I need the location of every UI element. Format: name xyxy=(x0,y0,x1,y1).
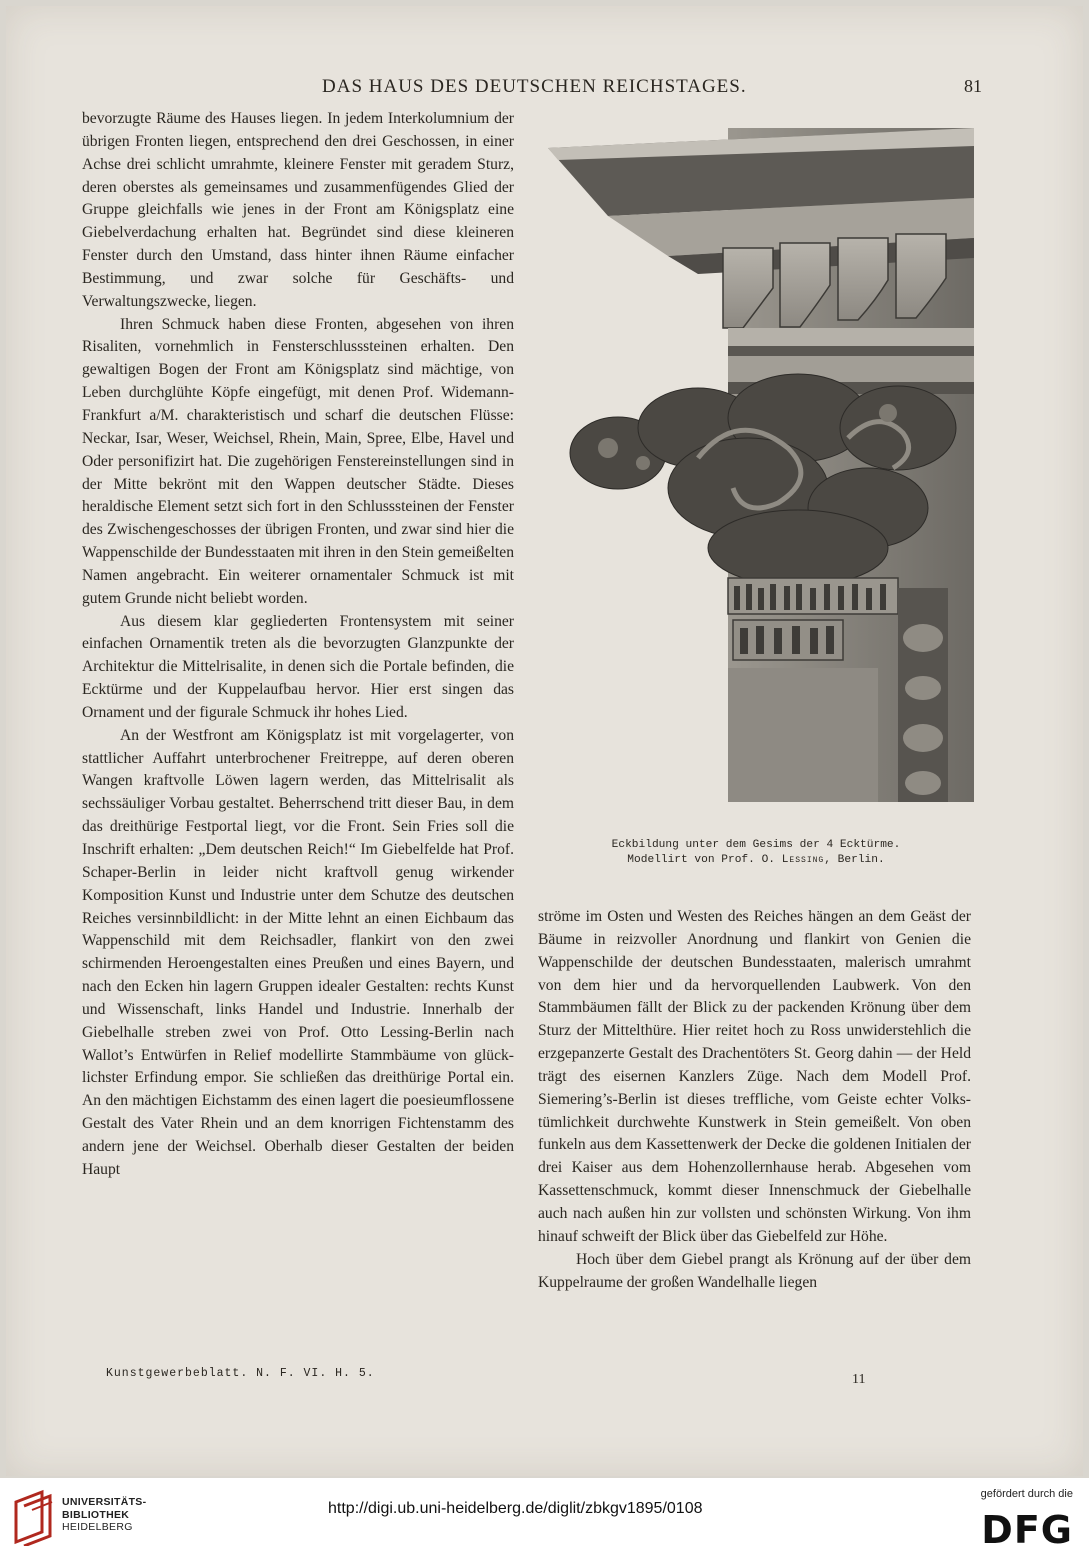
paragraph: ströme im Osten und Westen des Reiches hängen an dem Geäst der Bäume in reizvoller Anordnung und flankirt von Genien die Wappenschilde der deutschen Bundesstaaten, malerisch umrahmt von dem hier und da hervorquellenden Laubwerk. Von den Stammbäumen fällt der Blick zu der packenden Krönung über dem Sturz der Mittelthüre. Hier reitet hoch zu Ross unwiderstehlich die erzgepanzerte Gestalt des Drachentöters St. Georg dahin — der Held trägt des eisernen Kanzlers Züge. Nach dem Modell Prof. Siemering’s-Berlin ist dieses treffliche, vom Geiste echter Volkstümlichkeit durchwehte Kunstwerk in Stein gemeißelt. Von oben funkeln aus dem Kassettenwerk der Decke die goldenen Initialen der drei Kaiser aus dem Hohenzollernhause herab. Abgesehen vom Kassettenschmuck, kommt dieser Innenschmuck der Giebelhalle auch nach außen hin zur vollsten und schönsten Wirkung. Von ihm hinauf schweift der Blick über das Giebelfeld zur Höhe. xyxy=(538,908,971,1245)
running-title: DAS HAUS DES DEUTSCHEN REICHSTAGES. xyxy=(322,76,747,97)
figure-caption xyxy=(540,838,972,868)
funded-by-label: gefördert durch die xyxy=(980,1488,1073,1500)
page-header xyxy=(86,76,986,102)
sheet-signature: 11 xyxy=(852,1372,866,1387)
sculptor-name: Lessing xyxy=(781,854,825,866)
journal-footer: Kunstgewerbeblatt. N. F. VI. H. 5. xyxy=(106,1367,375,1380)
paragraph: Ihren Schmuck haben diese Fronten, abgesehen von ihren Risaliten, vornehmlich in Fensterschlusssteinen erhalten. Den gewaltigen Bogen der Front am Königsplatz sind mächtige, von Leben durchglühte Köpfe eingefügt, mit denen Prof. Widemann-Frankfurt a/M. charakteristisch und scharf die deutschen Flüsse: Neckar, Isar, Weser, Weichsel, Rhein, Main, Spree, Elbe, Havel und Oder personifizirt hat. Die zugehörigen Fenstereinstellungen sind in der Mitte bekrönt mit den Wappen deutscher Städte. Dieses heraldische Element setzt sich fort in den Schlusssteinen der Fenster des Zwischengeschosses der übrigen Fronten, und zwar sind hier die Wappenschilde der Bundesstaaten mit ihren in den Stein gemeißelten Namen angebracht. Ein weiterer ornamentaler Schmuck ist mit gutem Grunde nicht beliebt worden. xyxy=(82,315,514,607)
paragraph: bevorzugte Räume des Hauses liegen. In jedem Interkolumnium der übrigen Fronten liegen, entsprechend den drei Geschossen, in einer Achse drei schlicht umrahmte, kleinere Fenster mit geradem Sturz, deren oberstes als gemeinsames und zusammenfügendes Glied der Gruppe gleichfalls wie jenes in der Front am Königsplatz eine Giebelverdachung erhalten hat. Begründet sind diese kleineren Fenster durch den Umstand, dass hinter ihnen Räume einfacher Bestimmung, und zwar solche für Geschäfts- und Verwaltungszwecke, liegen. xyxy=(82,110,514,310)
paragraph: An der Westfront am Königsplatz ist mit vorgelagerter, von stattlicher Auffahrt unterbrochener Freitreppe, auf deren oberen Wangen kraftvolle Löwen lagern werden, das Mittelrisalit als sechssäuliger Vorbau gestaltet. Beherrschend tritt dieser Bau, in dem das dreithürige Festportal liegt, vor die Front. Sein Fries soll die Inschrift erhalten: „Dem deutschen Reich!“ Im Giebelfelde hat Prof. Schaper-Berlin in leider nicht kraftvoll genug wirkender Komposition Kunst und Industrie unter dem Schutze des deutschen Reiches versinnbildlicht: in der Mitte lehnt an einen Eichbaum das Wappenschild mit dem Reichsadler, flankirt von den zwei schirmenden Heroengestalten eines Preußen und eines Bayern, und nach den Ecken hin lagern Gruppen idealer Gestalten: rechts Kunst und Wissenschaft, links Handel und Industrie. Innerhalb der Giebelhalle streben zwei von Prof. Otto Lessing-Berlin nach Wallot’s Entwürfen in Relief modellirte Stammbäume von glücklichster Erfindung empor. Sie schließen das dreithürige Portal ein. An den mächtigen Eichstamm des einen lagert die poesieumflossene Gestalt des Vater Rhein und an dem knorrigen Fichtenstamm des andern jene der Weichsel. Oberhalb dieser Gestalten der beiden Haupt xyxy=(82,726,514,1178)
library-logo-icon xyxy=(12,1488,56,1546)
caption-line xyxy=(540,853,972,868)
digitization-footer xyxy=(0,1478,1089,1557)
capital-photograph xyxy=(548,128,974,802)
library-name-line: HEIDELBERG xyxy=(62,1521,133,1533)
page-number: 81 xyxy=(964,76,982,96)
right-text-column xyxy=(538,906,971,1294)
left-text-column xyxy=(82,108,514,1182)
caption-line: Eckbildung unter dem Gesims der 4 Ecktürme. xyxy=(611,839,901,851)
library-name xyxy=(62,1496,146,1534)
permalink-url[interactable]: http://digi.ub.uni-heidelberg.de/diglit/zbkgv1895/0108 xyxy=(328,1500,703,1517)
dfg-logo: DFG xyxy=(981,1508,1073,1552)
paragraph: Hoch über dem Giebel prangt als Krönung auf der über dem Kuppelraume der großen Wandelhalle liegen xyxy=(538,1250,971,1291)
corner-capital-illustration xyxy=(548,128,974,802)
library-name-line: UNIVERSITÄTS- xyxy=(62,1496,147,1508)
caption-text: , Berlin. xyxy=(824,854,885,866)
caption-text: Modellirt von Prof. O. xyxy=(627,854,775,866)
paragraph: Aus diesem klar gegliederten Frontensystem mit seiner einfachen Ornamentik treten als die bevorzugten Glanzpunkte der Architektur die Mittelrisalite, in denen sich die Portale befinden, die Ecktürme und der Kuppelaufbau hervor. Hier erst singen das Ornament und der figurale Schmuck ihr hohes Lied. xyxy=(82,612,514,721)
library-name-line: BIBLIOTHEK xyxy=(62,1508,130,1521)
